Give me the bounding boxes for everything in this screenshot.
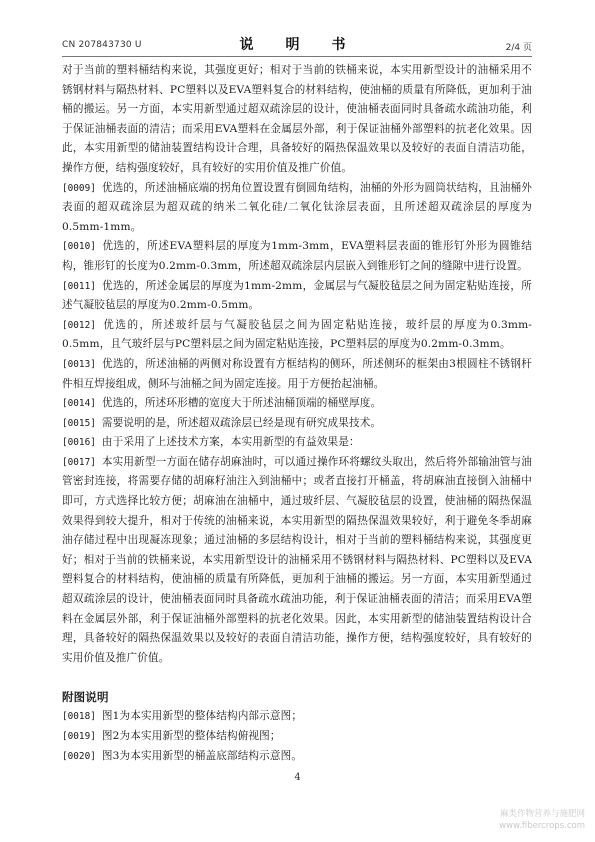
header-rule — [62, 56, 532, 57]
watermark — [425, 808, 585, 832]
paragraph-number: [0020] — [62, 750, 96, 762]
paragraph-text: 本实用新型一方面在储存胡麻油时，可以通过操作环将螺纹头取出，然后将外部输油管与油管密封连接，将需要存储的胡麻籽油注入到油桶中；或者直接打开桶盖，将胡麻油直接倒入油桶中即可，方式选择比较方便；胡麻油在油桶中，通过玻纤层、气凝胶毡层的设置，使油桶的隔热保温效果得到较大提升，相对于传统的油桶来说，本实用新型的隔热保温效果较好，利于避免冬季胡麻油存储过程中出现凝冻现象；通过油桶的多层结构设计，相对于当前的塑料桶结构来说，其强度更好；相对于当前的铁桶来说，本实用新型设计的油桶采用不锈钢材料与隔热材料、PC塑料以及EVA塑料复合的材料结构，使油桶的质量有所降低，更加利于油桶的搬运。另一方面，本实用新型通过超双疏涂层的设计，使油桶表面同时具备疏水疏油功能，利于保证油桶表面的清洁；而采用EVA塑料在金属层外部，利于保证油桶外部塑料的抗老化效果。因此，本实用新型的储油装置结构设计合理，具备较好的隔热保温效果以及较好的表面自清洁功能，操作方便，结构强度较好，具有较好的实用价值及推广价值。 — [62, 455, 532, 664]
paragraph-0009 — [62, 179, 532, 238]
paragraph-0014 — [62, 394, 532, 414]
paragraph-number: [0017] — [62, 456, 96, 468]
page-counter: 2/4 页 — [505, 43, 532, 53]
paragraph-0012 — [62, 316, 532, 355]
paragraph-text: 优选的，所述油桶底端的拐角位置设置有倒圆角结构，油桶的外形为圆筒状结构，且油桶外表面的超双疏涂层为超双疏的纳米二氧化硅/二氧化钛涂层表面，且所述超双疏涂层的厚度为0.5mm-1mm。 — [62, 181, 532, 233]
paragraph-text: 优选的，所述EVA塑料层的厚度为1mm-3mm，EVA塑料层表面的锥形钉外形为圆锥结构，锥形钉的长度为0.2mm-0.3mm，所述超双疏涂层内层嵌入到锥形钉之间的缝隙中进行设置。 — [62, 240, 532, 272]
continuation-paragraph: 对于当前的塑料桶结构来说，其强度更好；相对于当前的铁桶来说，本实用新型设计的油桶采用不锈钢材料与隔热材料、PC塑料以及EVA塑料复合的材料结构，使油桶的质量有所降低，更加利于油桶的搬运。另一方面，本实用新型通过超双疏涂层的设计，使油桶表面同时具备疏水疏油功能，利于保证油桶表面的清洁；而采用EVA塑料在金属层外部，利于保证油桶外部塑料的抗老化效果。因此，本实用新型的储油装置结构设计合理，具备较好的隔热保温效果以及较好的表面自清洁功能，操作方便，结构强度较好，具有较好的实用价值及推广价值。 — [62, 64, 532, 174]
figure-description: 图3为本实用新型的桶盖底部结构示意图。 — [101, 749, 303, 762]
paragraph-0011 — [62, 277, 532, 316]
paragraph-number: [0009] — [62, 182, 96, 194]
paragraph-number: [0015] — [62, 417, 96, 429]
paragraph-text: 优选的，所述金属层的厚度为1mm-2mm，金属层与气凝胶毡层之间为固定粘贴连接，所述气凝胶毡层的厚度为0.2mm-0.5mm。 — [62, 279, 532, 312]
paragraph-number: [0016] — [62, 437, 96, 449]
paragraph-number: [0019] — [62, 731, 96, 742]
paragraph-number: [0012] — [62, 319, 96, 331]
figure-item-0020 — [62, 747, 532, 767]
paragraph-text: 优选的，所述玻纤层与气凝胶毡层之间为固定粘贴连接，玻纤层的厚度为0.3mm-0.5mm，且气玻纤层与PC塑料层之间为固定粘贴连接，PC塑料层的厚度为0.2mm-0.3mm。 — [62, 318, 532, 351]
paragraph-number: [0018] — [62, 711, 96, 723]
paragraph-text: 优选的，所述环形槽的宽度大于所述油桶顶端的桶壁厚度。 — [101, 397, 382, 410]
document-title: 说 明 书 — [239, 37, 355, 53]
publication-number: CN 207843730 U — [62, 40, 142, 50]
paragraph-0017 — [62, 453, 532, 669]
watermark-line-1: 麻类作物营养与施肥网 — [499, 809, 585, 819]
paragraph-text: 由于采用了上述技术方案，本实用新型的有益效果是： — [101, 436, 360, 449]
paragraph-number: [0011] — [62, 280, 96, 292]
figures-section-title: 附图说明 — [62, 690, 109, 705]
figure-description: 图2为本实用新型的整体结构俯视图； — [101, 730, 281, 742]
paragraph-0015 — [62, 414, 532, 434]
watermark-line-2: www.fibercrops.com — [499, 821, 585, 831]
document-body — [62, 61, 532, 766]
page-number: 4 — [294, 772, 301, 783]
figure-item-0018 — [62, 707, 532, 727]
figure-description: 图1为本实用新型的整体结构内部示意图； — [101, 710, 303, 723]
paragraph-0010 — [62, 237, 532, 276]
paragraph-number: [0010] — [62, 241, 96, 253]
page-header — [62, 34, 532, 52]
paragraph-number: [0013] — [62, 358, 96, 370]
paragraph-0016 — [62, 433, 532, 453]
paragraph-number: [0014] — [62, 398, 96, 410]
figure-item-0019 — [62, 727, 532, 747]
paragraph-text: 需要说明的是，所述超双疏涂层已经是现有研究成果技术。 — [101, 416, 382, 429]
paragraph-0013 — [62, 355, 532, 394]
paragraph-text: 优选的，所述油桶的两侧对称设置有方框结构的侧环，所述侧环的框架由3根圆柱不锈钢杆件相互焊接组成，侧环与油桶之间为固定连接。用于方便抬起油桶。 — [62, 357, 532, 390]
